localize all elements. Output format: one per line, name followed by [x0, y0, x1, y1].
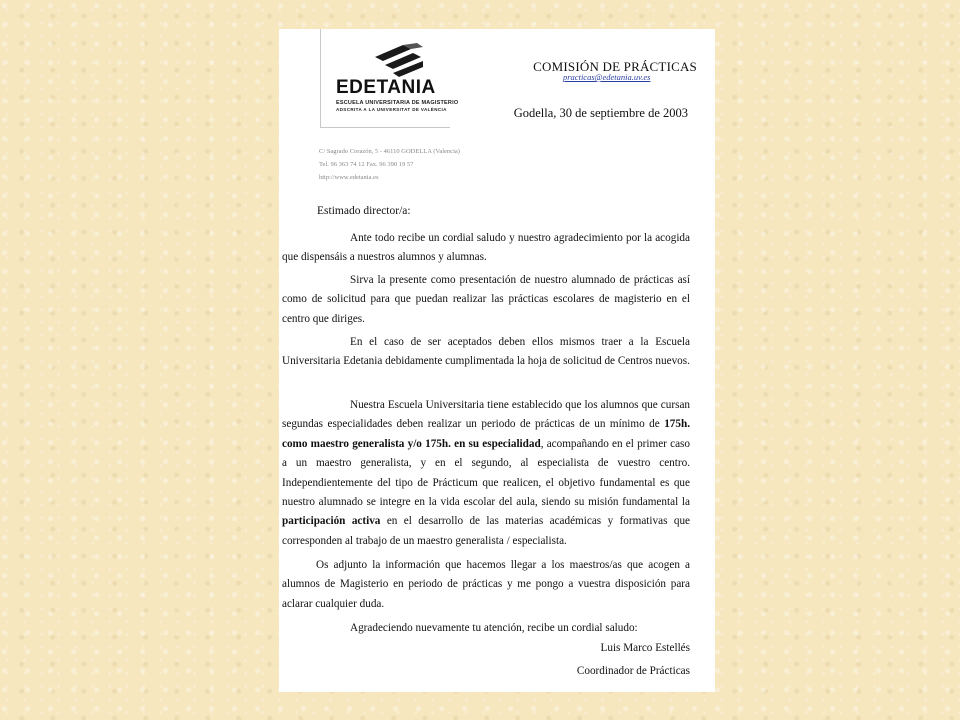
paragraph	[282, 396, 690, 551]
paragraph-4	[282, 396, 690, 551]
active-participation: participación activa	[282, 515, 381, 528]
salutation: Estimado director/a:	[317, 205, 411, 217]
paragraph-1: Ante todo recibe un cordial saludo y nuestro agradecimiento por la acogida que dispensáis a nuestros alumnos y alumnas.	[282, 232, 690, 264]
email-link[interactable]: practicas@edetania.uv.es	[563, 72, 651, 82]
paragraph-4-text-c: en el desarrollo de las materias académicas y formativas que corresponden al trabajo de un maestro generalista / especialista.	[282, 515, 690, 547]
paragraph	[282, 333, 690, 372]
address-line: C/ Sagrado Corazón, 5 - 46110 GODELLA (Valencia)	[319, 148, 460, 155]
paragraph-5: Os adjunto la información que hacemos llegar a los maestros/as que acogen a alumnos de Magisterio en periodo de prácticas y me pongo a vuestra disposición para aclarar cualquier duda.	[282, 559, 690, 610]
website-line: http://www.edetania.es	[319, 174, 379, 181]
logo-subtitle-2: ADSCRITA A LA UNIVERSITAT DE VALÈNCIA	[336, 107, 447, 112]
closing-line	[282, 619, 690, 638]
logo	[320, 29, 459, 128]
logo-subtitle: ESCUELA UNIVERSITARIA DE MAGISTERIO	[336, 100, 459, 106]
hours-requirement: 175h. como maestro generalista y/o 175h. en su especialidad	[282, 418, 690, 450]
letter-date: Godella, 30 de septiembre de 2003	[513, 106, 688, 120]
edetania-logo-icon	[373, 43, 425, 77]
paragraph	[282, 556, 690, 614]
paragraph	[282, 271, 690, 329]
paragraph	[282, 229, 690, 268]
paragraph-4-text-a: Nuestra Escuela Universitaria tiene establecido que los alumnos que cursan segundas especialidades deben realizar un periodo de prácticas de un mínimo de	[282, 399, 690, 431]
signer-name: Luis Marco Estellés	[600, 642, 690, 654]
letter-page	[279, 29, 715, 692]
paragraph-2: Sirva la presente como presentación de nuestro alumnado de prácticas así como de solicitud para que puedan realizar las prácticas escolares de magisterio en el centro que diriges.	[282, 274, 690, 325]
logo-wordmark: EDETANIA	[336, 77, 436, 98]
paragraph-4-text-b: , acompañando en el primer caso a un maestro generalista, y en el segundo, al especialista de vuestro centro. Independientemente del tipo de Prácticum que realicen, el objetivo fundamental es que nuestro alumnado se integre en la vida escolar del aula, siendo su misión fundamental la	[282, 437, 690, 509]
organization-title: COMISIÓN DE PRÁCTICAS	[533, 59, 697, 74]
closing: Agradeciendo nuevamente tu atención, recibe un cordial saludo:	[350, 622, 638, 634]
paragraph-3: En el caso de ser aceptados deben ellos mismos traer a la Escuela Universitaria Edetania debidamente cumplimentada la hoja de solicitud de Centros nuevos.	[282, 336, 690, 368]
signer-title: Coordinador de Prácticas	[576, 665, 690, 677]
phone-line: Tel. 96 363 74 12 Fax. 96 390 19 57	[319, 161, 414, 168]
